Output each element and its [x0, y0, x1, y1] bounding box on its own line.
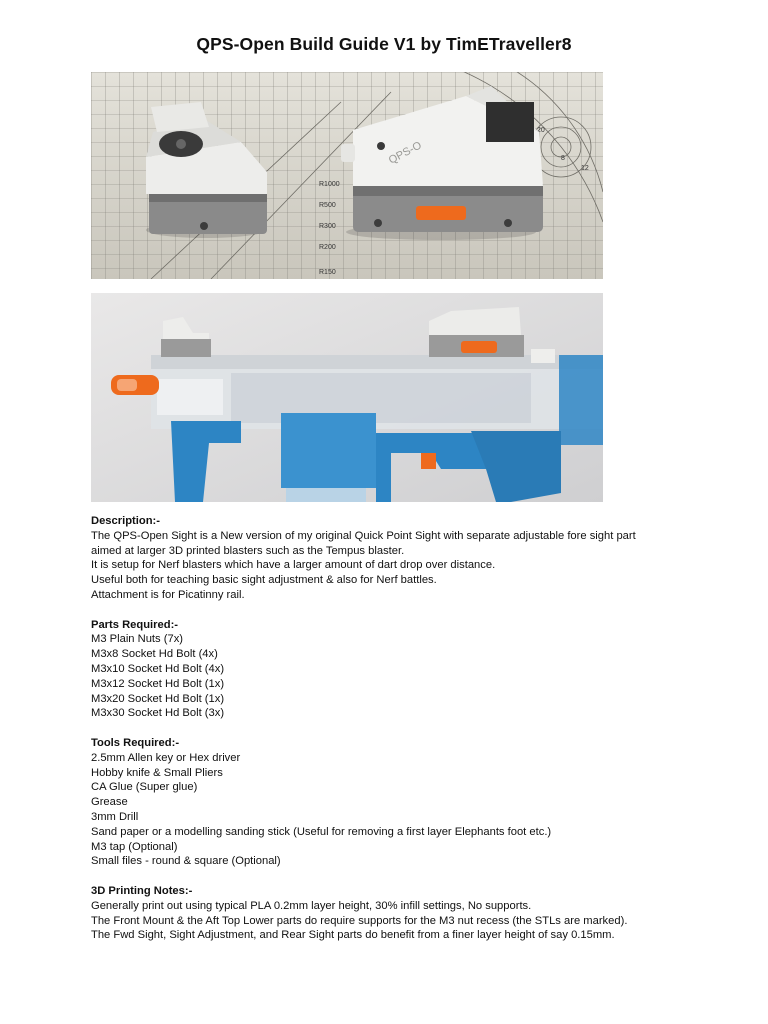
blaster-body	[111, 355, 603, 502]
mat-number: 20	[537, 127, 545, 134]
parts-item: M3x12 Socket Hd Bolt (1x)	[91, 677, 225, 690]
printing-note: Generally print out using typical PLA 0.2mm layer height, 30% infill settings, No supports.	[91, 899, 532, 912]
page-title: QPS-Open Build Guide V1 by TimETraveller8	[196, 34, 572, 54]
description-heading: Description:-	[91, 515, 160, 527]
tools-item: Sand paper or a modelling sanding stick (Useful for removing a first layer Elephants foot etc.)	[91, 825, 552, 838]
mat-label: R150	[319, 269, 336, 276]
description-section	[91, 514, 711, 603]
mat-number: 8	[561, 155, 565, 162]
description-line: Useful both for teaching basic sight adjustment & also for Nerf battles.	[91, 574, 437, 587]
parts-item: M3x10 Socket Hd Bolt (4x)	[91, 662, 225, 675]
parts-item: M3x8 Socket Hd Bolt (4x)	[91, 648, 218, 661]
tools-heading: Tools Required:-	[91, 736, 180, 749]
mat-label: R500	[319, 202, 336, 209]
tools-item: Small files - round & square (Optional)	[91, 855, 281, 868]
tools-item: 2.5mm Allen key or Hex driver	[91, 751, 241, 764]
mat-label: R200	[319, 244, 336, 251]
tools-item: Grease	[91, 796, 128, 809]
parts-section	[91, 618, 711, 722]
printing-note: The Fwd Sight, Sight Adjustment, and Rear Sight parts do benefit from a finer layer height of say 0.15mm.	[91, 929, 615, 942]
description-line: Attachment is for Picatinny rail.	[91, 588, 245, 601]
sights-photo-graphic	[91, 72, 603, 279]
parts-heading: Parts Required:-	[91, 618, 179, 631]
parts-item: M3x20 Socket Hd Bolt (1x)	[91, 692, 225, 705]
printing-notes-heading: 3D Printing Notes:-	[91, 884, 193, 897]
blaster-with-sights-photo	[91, 293, 603, 502]
guide-text-body	[91, 514, 711, 958]
tools-item: CA Glue (Super glue)	[91, 781, 198, 794]
printing-note: The Front Mount & the Aft Top Lower parts do require supports for the M3 nut recess (the STLs are marked).	[91, 914, 628, 927]
mat-label: R1000	[319, 181, 340, 188]
mat-label: R300	[319, 223, 336, 230]
description-line: aimed at larger 3D printed blasters such as the Tempus blaster.	[91, 544, 405, 557]
tools-item: 3mm Drill	[91, 810, 139, 823]
tools-item: Hobby knife & Small Pliers	[91, 766, 223, 779]
sight-embossed-text: QPS-O	[386, 139, 424, 167]
printing-notes-section	[91, 884, 711, 943]
parts-item: M3 Plain Nuts (7x)	[91, 633, 184, 646]
tools-section	[91, 736, 711, 869]
sights-on-cutting-mat-photo	[91, 72, 603, 279]
mat-number: 12	[581, 165, 589, 172]
description-line: It is setup for Nerf blasters which have a larger amount of dart drop over distance.	[91, 559, 496, 572]
blaster-photo-graphic	[91, 293, 603, 502]
description-line: The QPS-Open Sight is a New version of my original Quick Point Sight with separate adjustable fore sight part	[91, 529, 636, 542]
tools-item: M3 tap (Optional)	[91, 840, 178, 853]
parts-item: M3x30 Socket Hd Bolt (3x)	[91, 707, 225, 720]
